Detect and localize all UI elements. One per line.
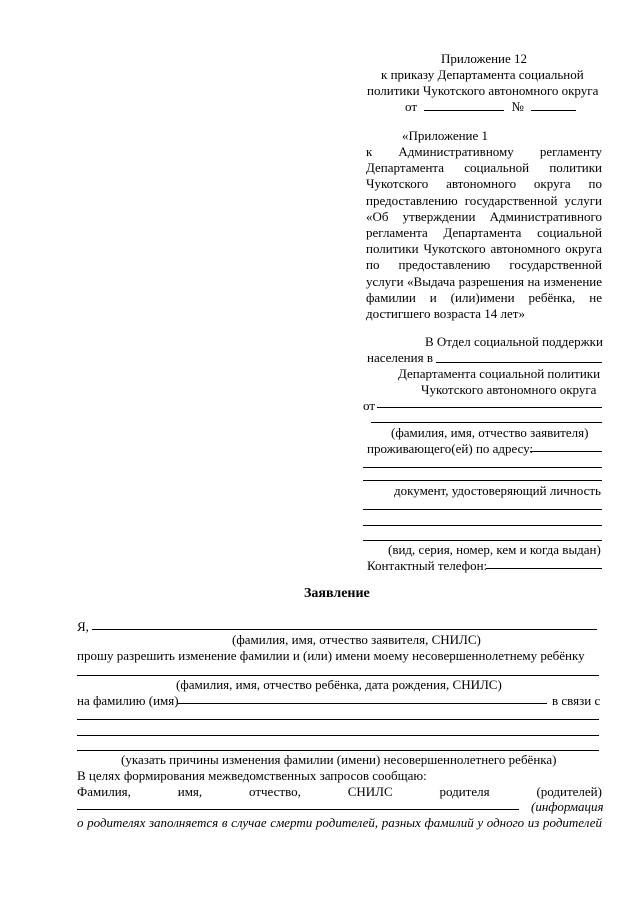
address-field-3 [363,480,602,481]
parents-word: отчество, [248,784,301,799]
address-field [530,451,602,452]
id-doc-caption: (вид, серия, номер, кем и когда выдан) [388,542,601,557]
from-label: от [363,398,376,413]
applicant-full-caption: (фамилия, имя, отчество заявителя, СНИЛС) [232,632,481,647]
appendix-line: регламента Департамента социальной [366,225,602,241]
parents-header-line [77,784,602,799]
appendix-line: по предоставлению государственной [366,257,602,273]
info-note-start: (информация [531,799,604,814]
appendix-line: политики Чукотского автономного округа [366,241,602,257]
appendix-line: достигшего возраста 14 лет» [366,306,525,322]
appendix-line: Департамента социальной политики [366,160,602,176]
number-prefix: № [511,99,524,114]
appendix-line: фамилии и (или)имени ребёнка, не [366,289,602,305]
address-label: проживающего(ей) по адресу: [367,441,534,456]
appendix-line: «Об утверждении Административного [366,208,602,224]
reason-field-2 [77,735,599,736]
new-surname-field [178,703,547,704]
applicant-name-field [377,407,602,408]
header-order-line: к приказу Департамента социальной [381,67,584,82]
appendix-line: услуги «Выдача разрешения на изменение [366,273,602,289]
appendix-line: Чукотского автономного округа по [366,176,602,192]
request-text: прошу разрешить изменение фамилии и (или) имени моему несовершеннолетнему ребёнку [77,648,585,663]
address-field-2 [363,467,602,468]
number-field [531,100,576,111]
applicant-name-field-2 [371,422,602,423]
parents-field [77,809,519,810]
header-appendix-number: Приложение 12 [441,51,528,66]
parents-word: СНИЛС [347,784,393,799]
id-doc-label: документ, удостоверяющий личность [394,483,601,498]
reason-field-1 [77,719,599,720]
phone-field [486,568,602,569]
appendix-title: «Приложение 1 [402,128,489,143]
id-doc-field-3 [363,540,602,541]
addressee-population-label: населения в [367,350,433,365]
info-note-line [77,815,602,830]
parents-word: родителя [439,784,490,799]
date-prefix: от [405,99,418,114]
applicant-caption: (фамилия, имя, отчество заявителя) [391,425,589,440]
applicant-full-field [92,629,597,630]
i-label: Я, [77,619,89,634]
because-label: в связи с [552,693,601,708]
child-field [77,675,599,676]
addressee-population-field [436,362,602,363]
appendix-line: предоставлению государственной услуги [366,192,602,208]
statement-title: Заявление [304,586,370,601]
addressee-region-line: Чукотского автономного округа [421,382,597,397]
info-intro: В целях формирования межведомственных запросов сообщаю: [77,768,427,783]
reason-caption: (указать причины изменения фамилии (имени) несовершеннолетнего ребёнка) [121,752,557,767]
appendix-text [366,144,602,322]
id-doc-field [363,509,602,510]
appendix-line: к Административному регламенту [366,144,602,159]
new-surname-label: на фамилию (имя) [77,693,179,708]
header-date-number-line [405,99,576,114]
info-note-text: о родителях заполняется в случае смерти родителей, разных фамилий у одного из родителей [77,815,602,830]
date-field [424,100,504,111]
parents-word: Фамилия, [77,784,131,799]
reason-field-3 [77,750,599,751]
addressee-dept-line: Департамента социальной политики [398,366,601,381]
addressee-department: В Отдел социальной поддержки [425,334,603,349]
id-doc-field-2 [363,525,602,526]
phone-label: Контактный телефон: [367,558,488,573]
child-caption: (фамилия, имя, отчество ребёнка, дата рождения, СНИЛС) [176,677,502,692]
header-department-line: политики Чукотского автономного округа [367,83,599,98]
parents-word: (родителей) [536,784,602,799]
parents-word: имя, [177,784,203,799]
